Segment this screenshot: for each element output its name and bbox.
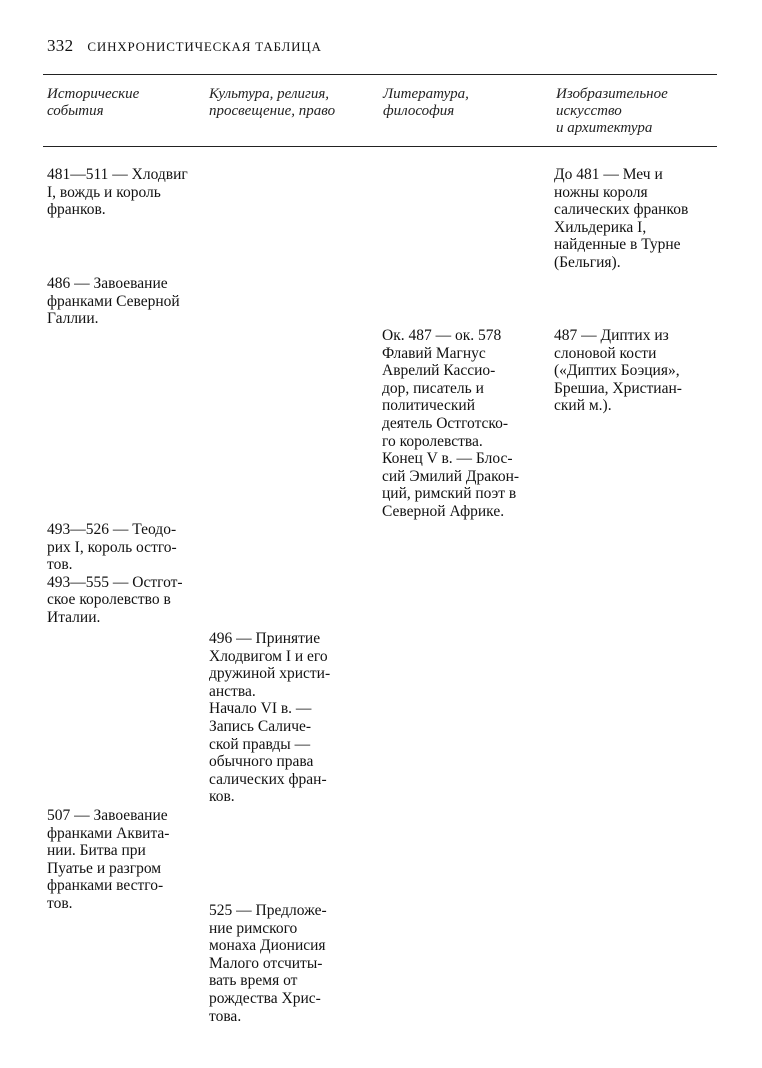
entry-line: франками Северной <box>47 292 180 310</box>
entry-line: Начало VI в. — <box>209 700 312 718</box>
entry-line: Северной Африке. <box>382 502 505 520</box>
entry-line: Запись Саличе- <box>209 717 312 735</box>
entry-line: вать время от <box>209 972 298 990</box>
entry-line: До 481 — Меч и <box>554 166 663 183</box>
top-rule <box>43 74 717 75</box>
entry-line: монаха Дионисия <box>209 937 326 955</box>
entry-line: ский м.). <box>554 397 612 415</box>
entry-hist-486 <box>47 275 180 328</box>
entry-line: деятель Остготско- <box>382 414 509 432</box>
entry-art-481 <box>554 166 688 272</box>
entry-culture-525 <box>209 902 327 1025</box>
entry-hist-507 <box>47 807 169 913</box>
column-header-art: Изобразительное искусство и архитектура <box>556 86 668 136</box>
entry-line: дружиной христи- <box>209 665 331 683</box>
entry-line: дор, писатель и <box>382 379 484 397</box>
entry-line: 493—555 — Остгот- <box>47 573 183 591</box>
entry-line: тов. <box>47 894 73 912</box>
entry-line: рих I, король остго- <box>47 538 177 556</box>
entry-line: франками вестго- <box>47 877 164 895</box>
entry-line: (Бельгия). <box>554 253 621 271</box>
entry-line: ние римского <box>209 919 298 937</box>
entry-line: Хлодвигом I и его <box>209 647 328 665</box>
entry-line: I, вождь и король <box>47 183 161 201</box>
entry-line: найденные в Турне <box>554 236 681 254</box>
entry-line: Малого отсчиты- <box>209 954 323 972</box>
entry-line: ков. <box>209 788 235 806</box>
column-header-history: Исторические события <box>47 86 140 119</box>
entry-line: Брешиа, Христиан- <box>554 379 682 397</box>
entry-line: нии. Битва при <box>47 842 146 860</box>
entry-line: («Диптих Боэция», <box>554 362 680 380</box>
entry-line: 496 — Принятие <box>209 630 321 647</box>
entry-line: 487 — Диптих из <box>554 327 669 344</box>
entry-line: го королевства. <box>382 432 483 450</box>
entry-line: салических фран- <box>209 770 327 788</box>
entry-line: ций, римский поэт в <box>382 485 517 503</box>
entry-line: 525 — Предложе- <box>209 902 327 919</box>
column-header-literature: Литература, философия <box>383 86 469 119</box>
entry-literature-487 <box>382 327 519 521</box>
entry-line: Флавий Магнус <box>382 344 486 362</box>
entry-line: франков. <box>47 201 106 219</box>
column-header-culture: Культура, религия, просвещение, право <box>209 86 336 119</box>
entry-line: 493—526 — Теодо- <box>47 521 177 538</box>
entry-hist-481 <box>47 166 188 219</box>
entry-line: франками Аквита- <box>47 824 170 842</box>
running-header <box>47 36 322 56</box>
entry-line: това. <box>209 1007 242 1025</box>
entry-line: ножны короля <box>554 183 648 201</box>
entry-line: обычного права <box>209 753 314 771</box>
page-title: СИНХРОНИСТИЧЕСКАЯ ТАБЛИЦА <box>87 39 322 54</box>
entry-line: Ок. 487 — ок. 578 <box>382 327 502 344</box>
entry-culture-496 <box>209 630 330 806</box>
entry-line: слоновой кости <box>554 344 657 362</box>
entry-line: анства. <box>209 682 256 700</box>
entry-line: Конец V в. — Блос- <box>382 450 513 468</box>
entry-line: Хильдерика I, <box>554 218 647 236</box>
entry-line: ской правды — <box>209 735 311 753</box>
header-rule <box>43 146 717 147</box>
entry-hist-493 <box>47 521 183 627</box>
entry-line: 486 — Завоевание <box>47 275 168 292</box>
entry-line: сий Эмилий Дракон- <box>382 467 520 485</box>
entry-line: Аврелий Кассио- <box>382 362 496 380</box>
entry-line: салических франков <box>554 201 689 219</box>
entry-art-487 <box>554 327 682 415</box>
entry-line: рождества Хрис- <box>209 989 321 1007</box>
entry-line: 507 — Завоевание <box>47 807 168 824</box>
entry-line: Пуатье и разгром <box>47 859 162 877</box>
entry-line: ское королевство в <box>47 591 171 609</box>
entry-line: политический <box>382 397 475 415</box>
entry-line: Италии. <box>47 608 101 626</box>
page-number: 332 <box>47 36 74 55</box>
entry-line: тов. <box>47 556 73 574</box>
entry-line: Галлии. <box>47 310 99 328</box>
entry-line: 481—511 — Хлодвиг <box>47 166 188 183</box>
